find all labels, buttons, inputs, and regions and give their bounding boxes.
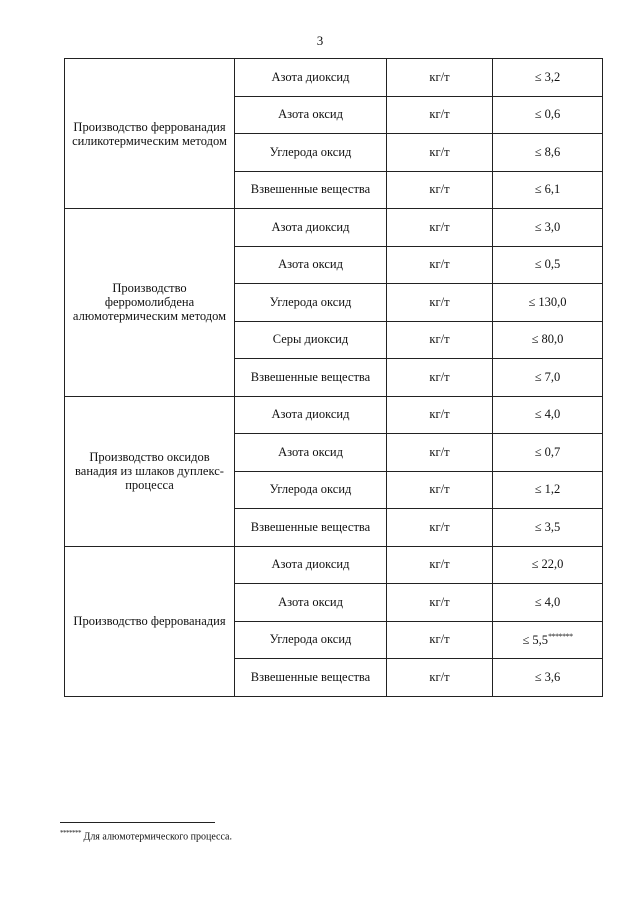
substance-cell: Азота оксид [235,584,387,622]
process-cell: Производство оксидов ванадия из шлаков дуплекс-процесса [65,396,235,546]
unit-cell: кг/т [387,171,493,209]
unit-cell: кг/т [387,621,493,659]
value-cell: ≤ 80,0 [493,321,603,359]
table-row [65,396,603,434]
substance-cell: Углерода оксид [235,471,387,509]
unit-cell: кг/т [387,659,493,697]
substance-cell: Углерода оксид [235,284,387,322]
value-cell: ≤ 22,0 [493,546,603,584]
unit-cell: кг/т [387,584,493,622]
unit-cell: кг/т [387,471,493,509]
substance-cell: Азота диоксид [235,59,387,97]
value-cell: ≤ 4,0 [493,584,603,622]
unit-cell: кг/т [387,284,493,322]
value-cell: ≤ 1,2 [493,471,603,509]
unit-cell: кг/т [387,434,493,472]
substance-cell: Взвешенные вещества [235,509,387,547]
unit-cell: кг/т [387,396,493,434]
value-cell: ≤ 8,6 [493,134,603,172]
substance-cell: Углерода оксид [235,134,387,172]
substance-cell: Взвешенные вещества [235,659,387,697]
value-cell: ≤ 4,0 [493,396,603,434]
footnote-divider [60,822,215,823]
substance-cell: Азота оксид [235,96,387,134]
value-cell: ≤ 3,5 [493,509,603,547]
substance-cell: Азота оксид [235,246,387,284]
footnote-marker: ******* [548,631,573,641]
substance-cell: Азота диоксид [235,546,387,584]
value-cell: ≤ 6,1 [493,171,603,209]
unit-cell: кг/т [387,96,493,134]
unit-cell: кг/т [387,359,493,397]
unit-cell: кг/т [387,134,493,172]
unit-cell: кг/т [387,246,493,284]
substance-cell: Серы диоксид [235,321,387,359]
value-cell: ≤ 130,0 [493,284,603,322]
process-cell: Производство феррованадия силикотермическим методом [65,59,235,209]
value-cell: ≤ 0,6 [493,96,603,134]
value-cell: ≤ 3,0 [493,209,603,247]
unit-cell: кг/т [387,509,493,547]
unit-cell: кг/т [387,321,493,359]
emissions-table [64,58,603,697]
process-cell: Производство ферромолибдена алюмотермическим методом [65,209,235,397]
table-row [65,546,603,584]
unit-cell: кг/т [387,209,493,247]
value-cell: ≤ 3,6 [493,659,603,697]
footnote-mark: ******* [60,829,81,837]
value-text: ≤ 5,5 [522,632,549,647]
table-row [65,209,603,247]
substance-cell: Взвешенные вещества [235,171,387,209]
page-number: 3 [316,33,324,48]
unit-cell: кг/т [387,546,493,584]
substance-cell: Взвешенные вещества [235,359,387,397]
value-cell: ≤ 7,0 [493,359,603,397]
table-row [65,59,603,97]
substance-cell: Азота диоксид [235,396,387,434]
value-cell: ≤ 0,5 [493,246,603,284]
value-cell [493,621,603,659]
process-cell: Производство феррованадия [65,546,235,696]
value-cell: ≤ 0,7 [493,434,603,472]
footnote-text: Для алюмотермического процесса. [83,831,232,843]
value-cell: ≤ 3,2 [493,59,603,97]
substance-cell: Азота оксид [235,434,387,472]
footnote [60,829,232,842]
substance-cell: Углерода оксид [235,621,387,659]
substance-cell: Азота диоксид [235,209,387,247]
unit-cell: кг/т [387,59,493,97]
